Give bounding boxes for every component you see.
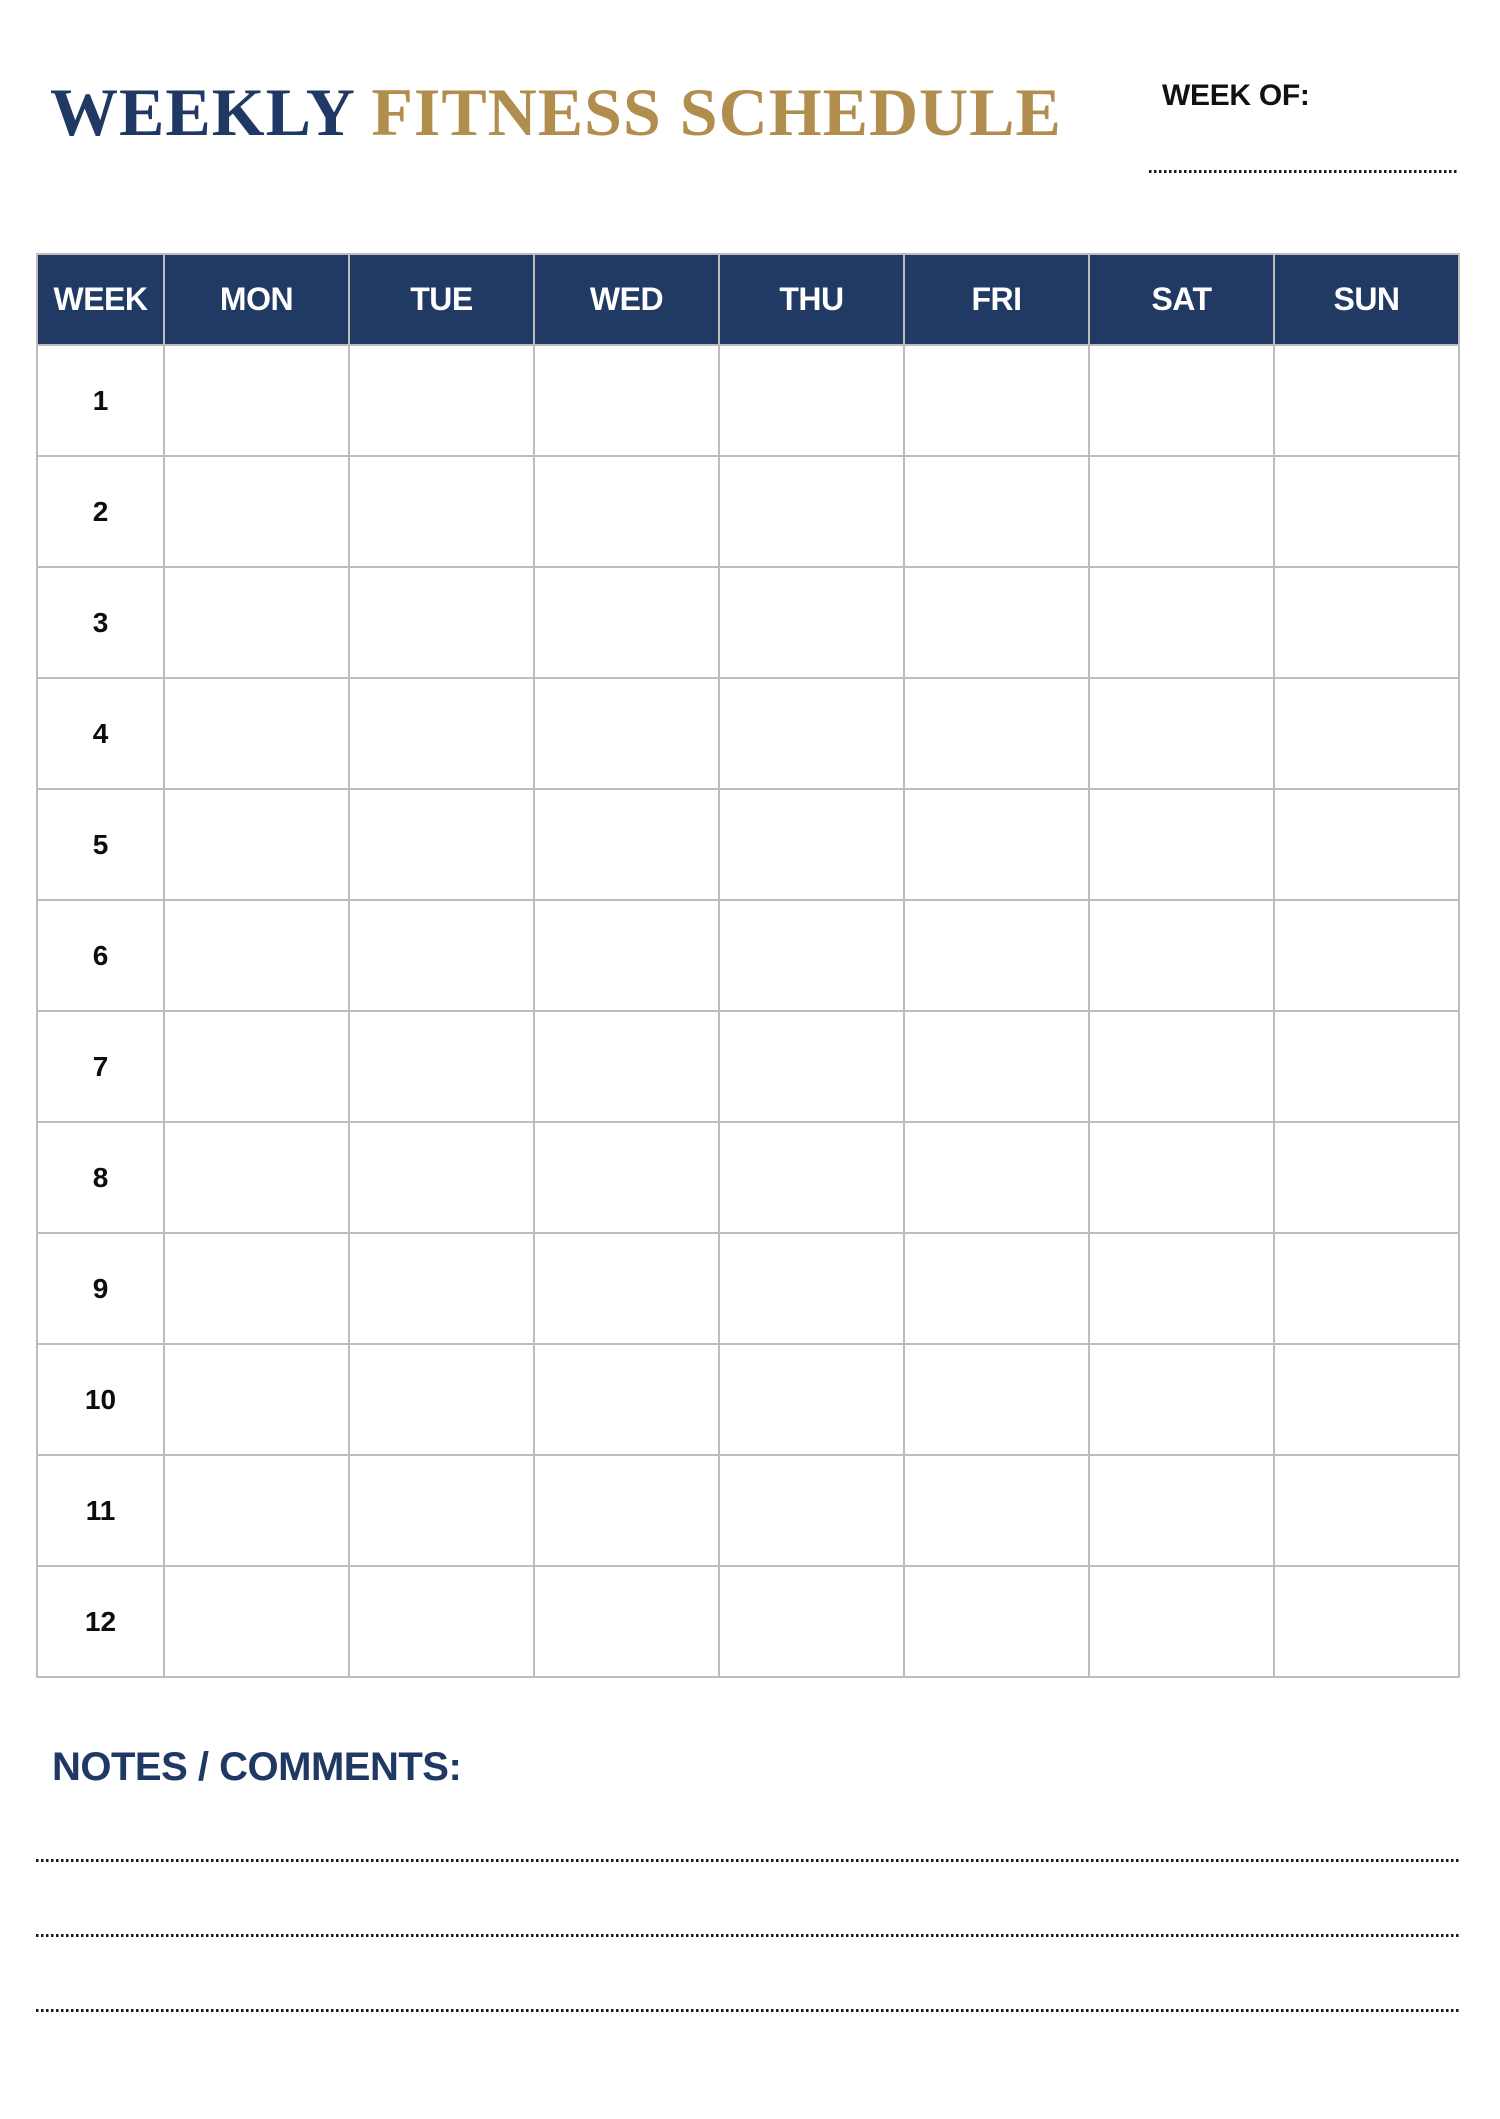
column-header-tue: TUE [349, 254, 534, 345]
schedule-cell-wed-week10[interactable] [534, 1344, 719, 1455]
week-number-12: 12 [37, 1566, 164, 1677]
schedule-cell-thu-week7[interactable] [719, 1011, 904, 1122]
week-number-11: 11 [37, 1455, 164, 1566]
page-title [50, 74, 1062, 150]
schedule-cell-thu-week12[interactable] [719, 1566, 904, 1677]
schedule-cell-sat-week10[interactable] [1089, 1344, 1274, 1455]
schedule-cell-mon-week4[interactable] [164, 678, 349, 789]
schedule-cell-wed-week12[interactable] [534, 1566, 719, 1677]
schedule-cell-sat-week12[interactable] [1089, 1566, 1274, 1677]
schedule-cell-fri-week4[interactable] [904, 678, 1089, 789]
schedule-cell-sat-week5[interactable] [1089, 789, 1274, 900]
fitness-schedule-table [36, 253, 1460, 1678]
notes-comments-label: NOTES / COMMENTS: [52, 1745, 462, 1789]
schedule-cell-thu-week10[interactable] [719, 1344, 904, 1455]
schedule-cell-sun-week8[interactable] [1274, 1122, 1459, 1233]
schedule-cell-fri-week7[interactable] [904, 1011, 1089, 1122]
schedule-cell-sun-week3[interactable] [1274, 567, 1459, 678]
schedule-cell-mon-week5[interactable] [164, 789, 349, 900]
table-row [37, 456, 1459, 567]
week-of-input-line[interactable] [1149, 170, 1457, 173]
schedule-cell-mon-week3[interactable] [164, 567, 349, 678]
schedule-cell-sun-week7[interactable] [1274, 1011, 1459, 1122]
week-of-label: WEEK OF: [1162, 79, 1310, 112]
schedule-cell-sun-week1[interactable] [1274, 345, 1459, 456]
notes-lines [36, 1859, 1459, 2084]
schedule-cell-mon-week6[interactable] [164, 900, 349, 1011]
schedule-cell-tue-week3[interactable] [349, 567, 534, 678]
schedule-cell-thu-week6[interactable] [719, 900, 904, 1011]
schedule-cell-mon-week1[interactable] [164, 345, 349, 456]
table-row [37, 678, 1459, 789]
schedule-cell-mon-week7[interactable] [164, 1011, 349, 1122]
schedule-cell-thu-week4[interactable] [719, 678, 904, 789]
schedule-cell-tue-week5[interactable] [349, 789, 534, 900]
schedule-cell-thu-week2[interactable] [719, 456, 904, 567]
table-row [37, 1566, 1459, 1677]
schedule-cell-wed-week7[interactable] [534, 1011, 719, 1122]
schedule-cell-sat-week6[interactable] [1089, 900, 1274, 1011]
table-row [37, 789, 1459, 900]
schedule-cell-sun-week12[interactable] [1274, 1566, 1459, 1677]
schedule-cell-mon-week2[interactable] [164, 456, 349, 567]
table-header-row [37, 254, 1459, 345]
schedule-cell-tue-week11[interactable] [349, 1455, 534, 1566]
column-header-sun: SUN [1274, 254, 1459, 345]
table-row [37, 1233, 1459, 1344]
schedule-cell-wed-week11[interactable] [534, 1455, 719, 1566]
week-number-8: 8 [37, 1122, 164, 1233]
schedule-cell-wed-week5[interactable] [534, 789, 719, 900]
schedule-cell-thu-week3[interactable] [719, 567, 904, 678]
schedule-cell-fri-week2[interactable] [904, 456, 1089, 567]
schedule-cell-sun-week2[interactable] [1274, 456, 1459, 567]
schedule-cell-tue-week8[interactable] [349, 1122, 534, 1233]
schedule-cell-wed-week6[interactable] [534, 900, 719, 1011]
table-row [37, 1455, 1459, 1566]
page-title-fitness-schedule: FITNESS SCHEDULE [371, 74, 1062, 150]
table-row [37, 1011, 1459, 1122]
schedule-cell-fri-week5[interactable] [904, 789, 1089, 900]
week-number-5: 5 [37, 789, 164, 900]
schedule-cell-tue-week6[interactable] [349, 900, 534, 1011]
column-header-wed: WED [534, 254, 719, 345]
schedule-cell-tue-week9[interactable] [349, 1233, 534, 1344]
schedule-cell-wed-week4[interactable] [534, 678, 719, 789]
week-number-6: 6 [37, 900, 164, 1011]
table-row [37, 567, 1459, 678]
schedule-cell-fri-week8[interactable] [904, 1122, 1089, 1233]
schedule-cell-sun-week9[interactable] [1274, 1233, 1459, 1344]
schedule-cell-mon-week8[interactable] [164, 1122, 349, 1233]
schedule-cell-mon-week11[interactable] [164, 1455, 349, 1566]
schedule-cell-tue-week12[interactable] [349, 1566, 534, 1677]
schedule-cell-tue-week7[interactable] [349, 1011, 534, 1122]
schedule-cell-wed-week8[interactable] [534, 1122, 719, 1233]
schedule-cell-mon-week9[interactable] [164, 1233, 349, 1344]
schedule-cell-fri-week9[interactable] [904, 1233, 1089, 1344]
schedule-cell-wed-week2[interactable] [534, 456, 719, 567]
week-number-7: 7 [37, 1011, 164, 1122]
schedule-cell-sat-week4[interactable] [1089, 678, 1274, 789]
schedule-cell-sat-week3[interactable] [1089, 567, 1274, 678]
schedule-cell-sat-week7[interactable] [1089, 1011, 1274, 1122]
schedule-cell-sat-week1[interactable] [1089, 345, 1274, 456]
schedule-cell-sun-week10[interactable] [1274, 1344, 1459, 1455]
schedule-cell-fri-week10[interactable] [904, 1344, 1089, 1455]
week-number-4: 4 [37, 678, 164, 789]
schedule-cell-wed-week9[interactable] [534, 1233, 719, 1344]
schedule-cell-wed-week3[interactable] [534, 567, 719, 678]
schedule-cell-fri-week6[interactable] [904, 900, 1089, 1011]
schedule-cell-mon-week10[interactable] [164, 1344, 349, 1455]
schedule-cell-mon-week12[interactable] [164, 1566, 349, 1677]
schedule-cell-tue-week1[interactable] [349, 345, 534, 456]
table-row [37, 900, 1459, 1011]
notes-input-line-1[interactable] [36, 1859, 1459, 1862]
schedule-cell-thu-week11[interactable] [719, 1455, 904, 1566]
week-number-2: 2 [37, 456, 164, 567]
schedule-cell-tue-week10[interactable] [349, 1344, 534, 1455]
week-number-9: 9 [37, 1233, 164, 1344]
schedule-cell-sat-week11[interactable] [1089, 1455, 1274, 1566]
notes-input-line-2[interactable] [36, 1934, 1459, 1937]
column-header-thu: THU [719, 254, 904, 345]
schedule-cell-sun-week11[interactable] [1274, 1455, 1459, 1566]
schedule-cell-wed-week1[interactable] [534, 345, 719, 456]
schedule-cell-sat-week2[interactable] [1089, 456, 1274, 567]
schedule-cell-fri-week12[interactable] [904, 1566, 1089, 1677]
column-header-sat: SAT [1089, 254, 1274, 345]
notes-input-line-3[interactable] [36, 2009, 1459, 2012]
schedule-cell-thu-week9[interactable] [719, 1233, 904, 1344]
schedule-cell-sun-week5[interactable] [1274, 789, 1459, 900]
schedule-cell-tue-week2[interactable] [349, 456, 534, 567]
schedule-cell-fri-week3[interactable] [904, 567, 1089, 678]
schedule-cell-fri-week11[interactable] [904, 1455, 1089, 1566]
table-row [37, 345, 1459, 456]
week-number-1: 1 [37, 345, 164, 456]
page-title-weekly: WEEKLY [50, 74, 354, 150]
schedule-cell-sat-week8[interactable] [1089, 1122, 1274, 1233]
schedule-cell-sun-week4[interactable] [1274, 678, 1459, 789]
schedule-cell-fri-week1[interactable] [904, 345, 1089, 456]
schedule-cell-thu-week5[interactable] [719, 789, 904, 900]
schedule-cell-thu-week8[interactable] [719, 1122, 904, 1233]
week-number-3: 3 [37, 567, 164, 678]
week-number-10: 10 [37, 1344, 164, 1455]
column-header-mon: MON [164, 254, 349, 345]
table-row [37, 1122, 1459, 1233]
column-header-week: WEEK [37, 254, 164, 345]
table-row [37, 1344, 1459, 1455]
schedule-cell-thu-week1[interactable] [719, 345, 904, 456]
schedule-cell-tue-week4[interactable] [349, 678, 534, 789]
schedule-cell-sun-week6[interactable] [1274, 900, 1459, 1011]
column-header-fri: FRI [904, 254, 1089, 345]
schedule-cell-sat-week9[interactable] [1089, 1233, 1274, 1344]
schedule-body [37, 345, 1459, 1677]
